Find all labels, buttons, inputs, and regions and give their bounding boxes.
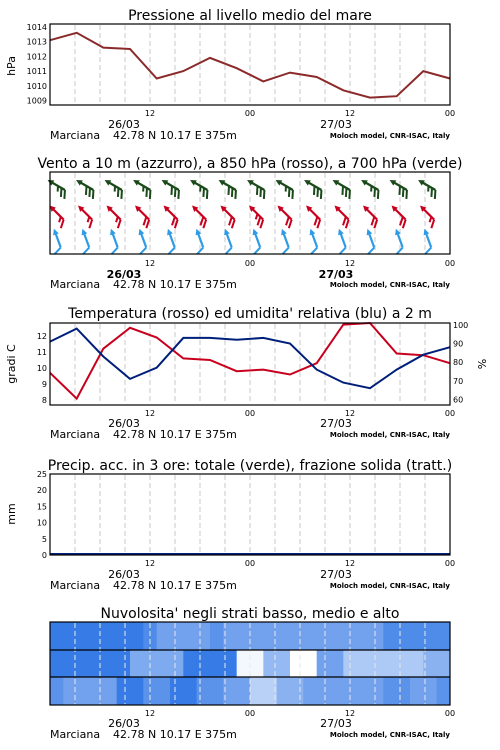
cloud-cell	[117, 677, 131, 705]
wind-barb-shape	[217, 228, 236, 254]
cloud-cell	[290, 677, 304, 705]
y-tick-label: 60	[453, 395, 464, 405]
temp-rh-panel	[5, 306, 489, 441]
y-tick-label: 100	[453, 320, 469, 330]
wind-barb-shape	[44, 203, 69, 228]
pressure-title: Pressione al livello medio del mare	[128, 8, 372, 24]
cloud-cell	[103, 622, 117, 650]
barb-shaft	[369, 232, 374, 247]
temp-date-1: 26/03	[108, 417, 140, 430]
y-tick-label: 1014	[26, 22, 47, 32]
y-tick-label: 90	[453, 339, 464, 349]
x-tick-label: 12	[144, 559, 156, 568]
barb-flag	[53, 248, 62, 254]
y-tick-label: 9	[41, 380, 47, 390]
x-tick-label: 00	[444, 259, 456, 268]
y-tick-label: 1011	[26, 67, 47, 77]
wind-barb-shape	[272, 177, 298, 199]
cloud-cell	[237, 677, 251, 705]
cloud-cell	[103, 677, 117, 705]
wind-barb	[75, 228, 94, 254]
barb-shaft	[226, 232, 231, 247]
barb-shaft	[81, 208, 92, 219]
precip-date-2: 27/03	[320, 568, 352, 581]
barb-flag	[167, 248, 176, 254]
pressure-date-1: 26/03	[108, 118, 140, 131]
cloud-cell	[250, 650, 264, 677]
cloud-coords: 42.78 N 10.17 E 375m	[113, 728, 237, 741]
wind-barb	[189, 228, 208, 254]
wind-barb	[414, 177, 440, 199]
cloud-cell	[50, 677, 64, 705]
wind-barb	[160, 228, 179, 254]
cloud-cell	[183, 677, 197, 705]
pressure-coords: 42.78 N 10.17 E 375m	[113, 129, 237, 142]
wind-barb	[386, 177, 412, 199]
wind-barb-shape	[329, 177, 355, 199]
cloud-cell	[330, 650, 344, 677]
cloud-cell	[330, 677, 344, 705]
cloud-cell	[157, 622, 171, 650]
wind-barb	[44, 177, 70, 199]
precip-panel	[5, 458, 455, 592]
y-tick-label: 5	[41, 534, 47, 544]
cloud-cell	[383, 677, 397, 705]
x-tick-label: 12	[344, 409, 356, 418]
cloud-cell	[250, 622, 264, 650]
x-tick-label: 12	[344, 109, 356, 118]
barb-shaft	[141, 232, 146, 247]
cloud-cell	[277, 650, 291, 677]
wind-barb-shape	[215, 203, 240, 228]
y-tick-label: 80	[453, 358, 464, 368]
x-tick-label: 12	[144, 709, 156, 718]
barb-shaft	[340, 232, 345, 247]
cloud-cell	[130, 650, 144, 677]
wind-barb-shape	[46, 228, 65, 254]
wind-barb-shape	[186, 203, 211, 228]
wind-barb	[103, 228, 122, 254]
barb-shaft	[166, 208, 177, 219]
x-tick-label: 00	[244, 709, 256, 718]
wind-panel	[37, 156, 462, 291]
wind-barb-shape	[274, 228, 293, 254]
wind-barb-shape	[357, 203, 382, 228]
wind-barb	[303, 228, 322, 254]
wind-barb	[331, 228, 350, 254]
barb-flag	[310, 248, 319, 254]
wind-barb	[357, 203, 382, 228]
wind-barb	[158, 203, 183, 228]
barb-shaft	[312, 232, 317, 247]
cloud-cell	[317, 622, 331, 650]
wind-barb	[46, 228, 65, 254]
barb-shaft	[169, 232, 174, 247]
wind-barb-shape	[72, 177, 98, 199]
x-tick-label: 12	[144, 409, 156, 418]
cloud-cell	[397, 622, 411, 650]
barb-flag	[224, 248, 233, 254]
wind-barb	[246, 228, 265, 254]
cloud-cell	[357, 650, 371, 677]
barb-flag	[281, 248, 290, 254]
cloud-cell	[397, 650, 411, 677]
cloud-cell	[130, 622, 144, 650]
pressure-date-2: 27/03	[320, 118, 352, 131]
wind-barb-shape	[388, 228, 407, 254]
cloud-cell	[410, 650, 424, 677]
wind-barb	[386, 203, 411, 228]
wind-barb	[101, 177, 127, 199]
y-tick-label: 1012	[26, 52, 47, 62]
wind-barb-shape	[215, 177, 241, 199]
wind-barb	[360, 228, 379, 254]
wind-barb	[300, 177, 326, 199]
temp-coords: 42.78 N 10.17 E 375m	[113, 428, 237, 441]
y-tick-label: 70	[453, 376, 464, 386]
y-tick-label: 1010	[26, 81, 47, 91]
cloud-cell	[303, 622, 317, 650]
pressure-location: Marciana	[50, 129, 101, 142]
barb-flag	[338, 248, 347, 254]
cloud-cell	[90, 677, 104, 705]
wind-barb-shape	[386, 177, 412, 199]
wind-barb	[274, 228, 293, 254]
cloud-cell	[77, 622, 91, 650]
barb-head	[165, 228, 173, 236]
wind-barb-shape	[160, 228, 179, 254]
y-tick-label: 11	[36, 347, 47, 357]
wind-barb-shape	[44, 177, 70, 199]
temp-date-2: 27/03	[320, 417, 352, 430]
wind-barb-shape	[300, 177, 326, 199]
cloud-cell	[197, 650, 211, 677]
cloud-cell	[130, 677, 144, 705]
cloud-cell	[290, 650, 304, 677]
cloud-cell	[397, 677, 411, 705]
barb-head	[308, 228, 316, 236]
y-tick-label: 0	[41, 551, 47, 560]
cloud-cell	[157, 650, 171, 677]
wind-barb-shape	[417, 228, 436, 254]
wind-barb	[44, 203, 69, 228]
x-tick-label: 00	[244, 259, 256, 268]
cloud-cell	[410, 677, 424, 705]
cloud-cell	[317, 677, 331, 705]
wind-barb	[186, 203, 211, 228]
wind-barb-shape	[189, 228, 208, 254]
cloud-cell	[90, 622, 104, 650]
barb-head	[251, 228, 259, 236]
cloud-cell	[437, 622, 451, 650]
wind-date-2: 27/03	[318, 268, 354, 281]
wind-barb-shape	[132, 228, 151, 254]
cloud-cell	[103, 650, 117, 677]
wind-credit: Moloch model, CNR-ISAC, Italy	[329, 281, 450, 289]
barb-shaft	[55, 232, 60, 247]
precip-title: Precip. acc. in 3 ore: totale (verde), frazione solida (tratt.)	[47, 458, 453, 474]
cloud-cell	[170, 650, 184, 677]
barb-shaft	[255, 232, 260, 247]
y-tick-label: 8	[41, 396, 47, 406]
cloud-cell	[437, 677, 451, 705]
wind-barb-shape	[243, 203, 268, 228]
cloud-cell	[370, 622, 384, 650]
barb-head	[336, 228, 344, 236]
wind-barb	[243, 177, 269, 199]
cloud-cell	[117, 650, 131, 677]
barb-shaft	[138, 208, 149, 219]
cloud-cell	[117, 622, 131, 650]
barb-shaft	[309, 208, 320, 219]
temp-ylabel: gradi C	[5, 344, 18, 384]
wind-barb	[243, 203, 268, 228]
cloud-cell	[90, 650, 104, 677]
barb-head	[365, 228, 373, 236]
wind-barb	[217, 228, 236, 254]
cloud-cell	[383, 650, 397, 677]
wind-barb-shape	[357, 177, 383, 199]
x-tick-label: 12	[144, 109, 156, 118]
wind-barb	[129, 177, 155, 199]
x-tick-label: 00	[444, 409, 456, 418]
precip-coords: 42.78 N 10.17 E 375m	[113, 579, 237, 592]
y-tick-label: 15	[36, 502, 47, 512]
cloud-cell	[383, 622, 397, 650]
cloud-cell	[277, 622, 291, 650]
cloud-cell	[290, 622, 304, 650]
cloud-title: Nuvolosita' negli strati basso, medio e alto	[100, 606, 400, 622]
barb-shaft	[426, 232, 431, 247]
wind-barb	[158, 177, 184, 199]
wind-barb-shape	[75, 228, 94, 254]
pressure-credit: Moloch model, CNR-ISAC, Italy	[329, 132, 450, 140]
wind-barb	[72, 203, 97, 228]
wind-barb	[72, 177, 98, 199]
wind-barb-shape	[129, 177, 155, 199]
cloud-cell	[210, 677, 224, 705]
wind-barb	[101, 203, 126, 228]
cloud-date-1: 26/03	[108, 717, 140, 730]
cloud-cell	[157, 677, 171, 705]
wind-coords: 42.78 N 10.17 E 375m	[113, 278, 237, 291]
cloud-cell	[50, 622, 64, 650]
x-tick-label: 00	[444, 559, 456, 568]
cloud-cell	[210, 622, 224, 650]
wind-barb-shape	[272, 203, 297, 228]
y-tick-label: 25	[36, 470, 47, 479]
wind-date-1: 26/03	[106, 268, 142, 281]
wind-barb-shape	[414, 203, 439, 228]
x-tick-label: 00	[244, 559, 256, 568]
barb-shaft	[283, 232, 288, 247]
cloud-cell	[410, 622, 424, 650]
cloud-cell	[330, 622, 344, 650]
barb-shaft	[84, 232, 89, 247]
cloud-cell	[77, 677, 91, 705]
temp-location: Marciana	[50, 428, 101, 441]
cloud-cell	[277, 677, 291, 705]
cloud-cell	[77, 650, 91, 677]
wind-barb-shape	[158, 177, 184, 199]
cloud-cell	[317, 650, 331, 677]
barb-flag	[110, 248, 119, 254]
cloud-credit: Moloch model, CNR-ISAC, Italy	[329, 731, 450, 739]
temp-credit: Moloch model, CNR-ISAC, Italy	[329, 431, 450, 439]
wind-barb	[132, 228, 151, 254]
barb-flag	[82, 248, 91, 254]
barb-head	[80, 228, 88, 236]
cloud-cell	[303, 677, 317, 705]
cloud-cell	[237, 622, 251, 650]
wind-barb	[272, 177, 298, 199]
x-tick-label: 12	[344, 709, 356, 718]
barb-shaft	[52, 208, 63, 219]
barb-shaft	[109, 208, 120, 219]
wind-barb-shape	[186, 177, 212, 199]
cloud-panel	[50, 606, 455, 741]
x-tick-label: 00	[244, 409, 256, 418]
wind-barb-shape	[386, 203, 411, 228]
wind-barb-shape	[300, 203, 325, 228]
y-tick-label: 1013	[26, 37, 47, 47]
wind-barb-shape	[360, 228, 379, 254]
cloud-cell	[183, 650, 197, 677]
wind-barb-shape	[246, 228, 265, 254]
barb-flag	[139, 248, 148, 254]
wind-barb-shape	[158, 203, 183, 228]
cloud-cell	[197, 622, 211, 650]
y-tick-label: 1009	[26, 96, 47, 106]
barb-head	[108, 228, 116, 236]
x-tick-label: 00	[244, 109, 256, 118]
wind-barb	[329, 177, 355, 199]
y-tick-label: 10	[36, 518, 47, 528]
pressure-panel	[5, 8, 455, 142]
temp-rh-title: Temperatura (rosso) ed umidita' relativa (blu) a 2 m	[68, 306, 432, 322]
barb-head	[222, 228, 230, 236]
cloud-cell	[237, 650, 251, 677]
wind-barb-shape	[101, 177, 127, 199]
wind-barb	[414, 203, 439, 228]
barb-head	[137, 228, 145, 236]
pressure-ylabel: hPa	[5, 56, 18, 76]
precip-credit: Moloch model, CNR-ISAC, Italy	[329, 582, 450, 590]
barb-flag	[253, 248, 262, 254]
barb-flag	[367, 248, 376, 254]
cloud-cell	[250, 677, 264, 705]
wind-barb-shape	[72, 203, 97, 228]
cloud-cell	[370, 677, 384, 705]
y-tick-label: 10	[36, 364, 47, 374]
precip-date-1: 26/03	[108, 568, 140, 581]
wind-barb-shape	[331, 228, 350, 254]
cloud-cell	[370, 650, 384, 677]
barb-head	[279, 228, 287, 236]
cloud-cell	[183, 622, 197, 650]
wind-barb-shape	[414, 177, 440, 199]
wind-barb	[300, 203, 325, 228]
cloud-cell	[170, 622, 184, 650]
cloud-cell	[303, 650, 317, 677]
wind-barb-shape	[101, 203, 126, 228]
wind-barb-shape	[103, 228, 122, 254]
cloud-cell	[197, 677, 211, 705]
barb-head	[51, 228, 59, 236]
y-tick-label: 12	[36, 331, 47, 341]
barb-shaft	[112, 232, 117, 247]
x-tick-label: 12	[344, 559, 356, 568]
wind-barb	[417, 228, 436, 254]
cloud-date-2: 27/03	[320, 717, 352, 730]
barb-shaft	[280, 208, 291, 219]
wind-barb-shape	[303, 228, 322, 254]
barb-shaft	[337, 208, 348, 219]
cloud-location: Marciana	[50, 728, 101, 741]
barb-head	[422, 228, 430, 236]
cloud-cell	[357, 622, 371, 650]
wind-barb	[215, 177, 241, 199]
cloud-cell	[437, 650, 451, 677]
wind-barb	[215, 203, 240, 228]
wind-barb	[357, 177, 383, 199]
cloud-cell	[50, 650, 64, 677]
wind-barb	[388, 228, 407, 254]
x-tick-label: 00	[444, 709, 456, 718]
wind-barb	[186, 177, 212, 199]
precip-ylabel: mm	[5, 503, 18, 525]
precip-location: Marciana	[50, 579, 101, 592]
wind-title: Vento a 10 m (azzurro), a 850 hPa (rosso), a 700 hPa (verde)	[37, 156, 463, 172]
x-tick-label: 00	[444, 109, 456, 118]
wind-barb-shape	[243, 177, 269, 199]
cloud-cell	[357, 677, 371, 705]
x-tick-label: 12	[144, 259, 156, 268]
y-tick-label: 20	[36, 486, 47, 496]
x-tick-label: 12	[344, 259, 356, 268]
cloud-cell	[210, 650, 224, 677]
cloud-cell	[170, 677, 184, 705]
wind-barb	[272, 203, 297, 228]
rh-ylabel: %	[476, 358, 489, 370]
wind-location: Marciana	[50, 278, 101, 291]
